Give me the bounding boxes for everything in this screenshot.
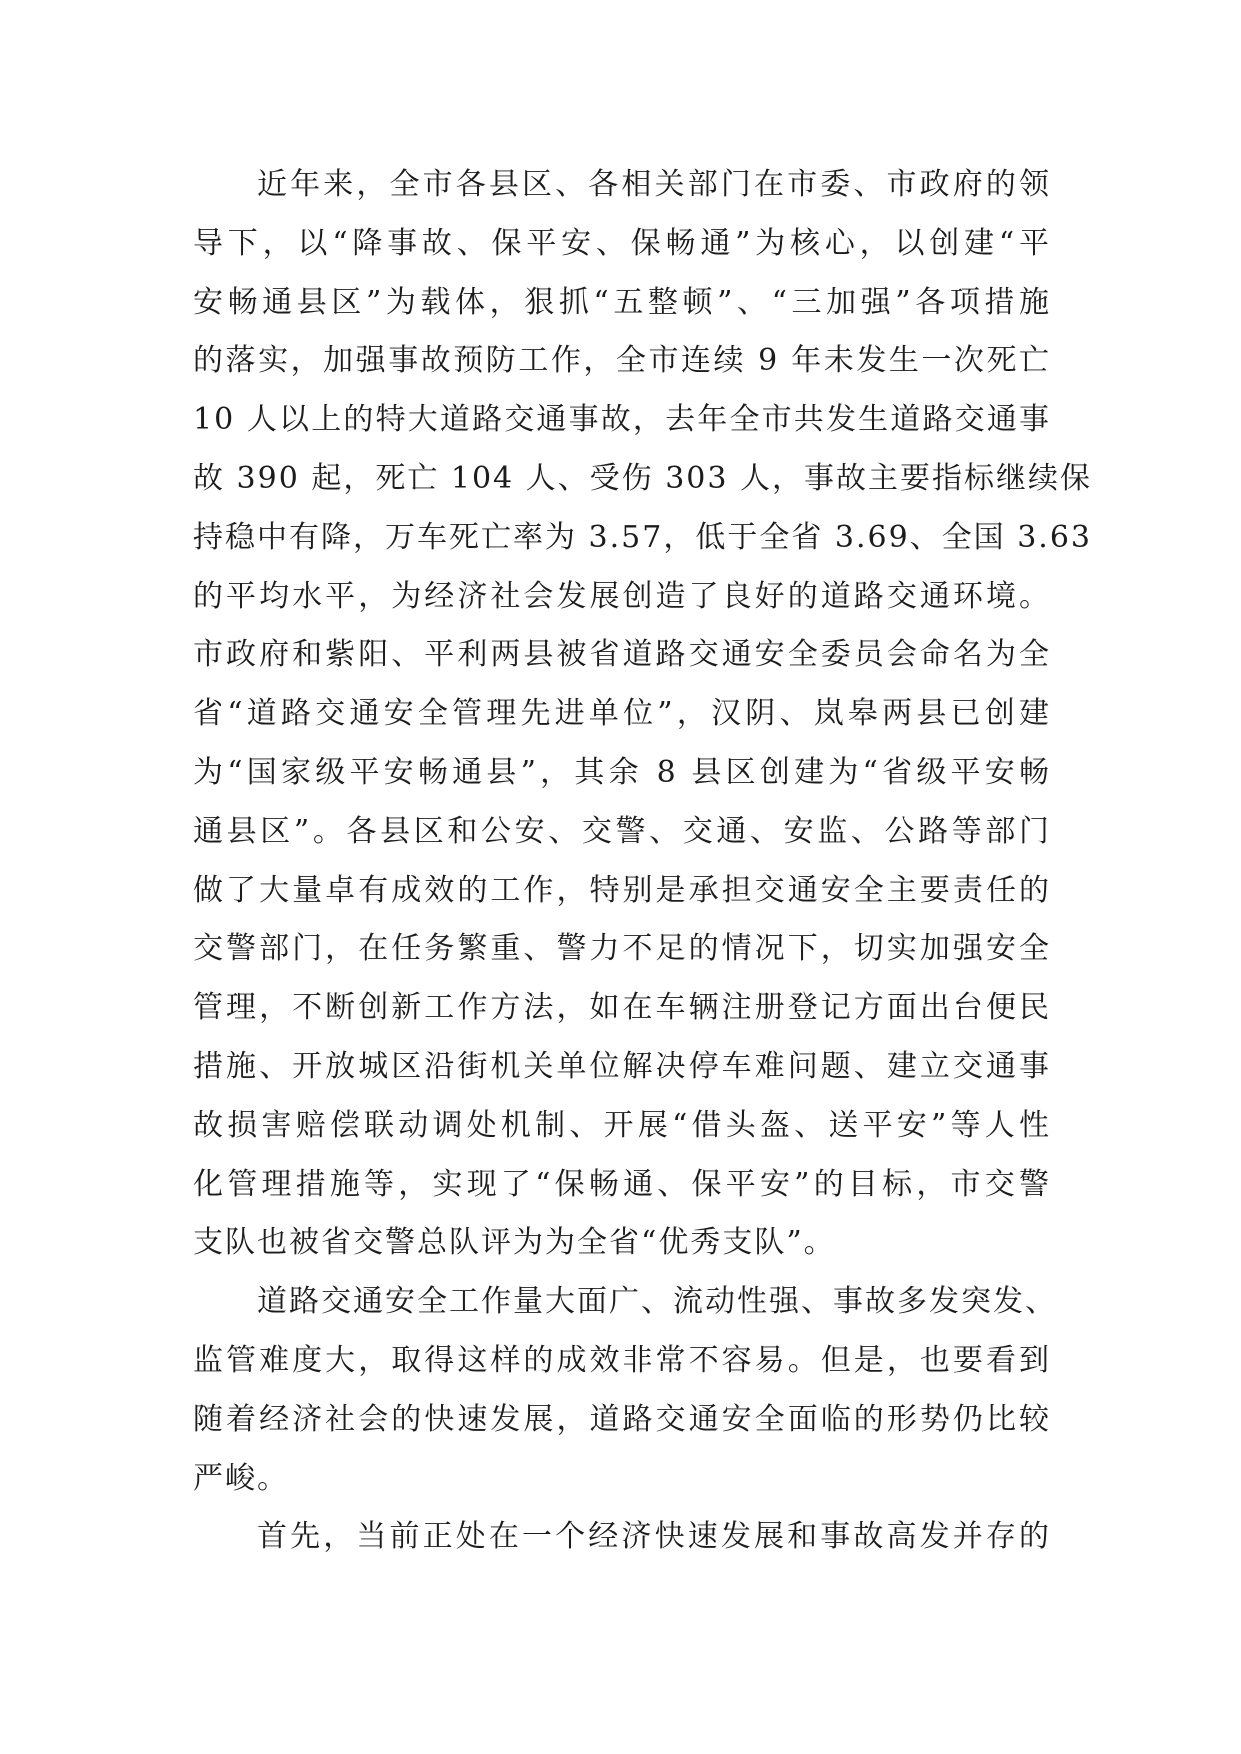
text-line: 措施、开放城区沿街机关单位解决停车难问题、建立交通事 [193,1048,1051,1084]
text-line: 省“道路交通安全管理先进单位”，汉阴、岚皋两县已创建 [193,696,1051,732]
document-body [193,156,1092,1567]
paragraph [193,156,1092,1273]
text-line: 为“国家级平安畅通县”，其余 8 县区创建为“省级平安畅 [193,754,1051,790]
text-line: 持稳中有降，万车死亡率为 3.57，低于全省 3.69、全国 3.63 [193,519,1092,555]
text-line: 近年来，全市各县区、各相关部门在市委、市政府的领 [257,167,1051,202]
text-line: 通县区”。各县区和公安、交警、交通、安监、公路等部门 [193,813,1051,849]
text-line: 10 人以上的特大道路交通事故，去年全市共发生道路交通事 [193,402,1051,438]
text-line: 的平均水平，为经济社会发展创造了良好的道路交通环境。 [193,578,1051,614]
paragraph [193,1273,1057,1508]
text-line: 管理，不断创新工作方法，如在车辆注册登记方面出台便民 [193,990,1051,1026]
text-line: 严峻。 [193,1460,289,1496]
text-line: 故 390 起，死亡 104 人、受伤 303 人，事故主要指标继续保 [193,460,1092,496]
text-line: 故损害赔偿联动调处机制、开展“借头盔、送平安”等人性 [193,1107,1051,1143]
text-line: 导下，以“降事故、保平安、保畅通”为核心，以创建“平 [193,225,1051,261]
text-line: 市政府和紫阳、平利两县被省道路交通安全委员会命名为全 [193,637,1051,673]
text-line: 监管难度大，取得这样的成效非常不容易。但是，也要看到 [193,1342,1051,1378]
text-line: 道路交通安全工作量大面广、流动性强、事故多发突发、 [257,1284,1057,1320]
text-line: 做了大量卓有成效的工作，特别是承担交通安全主要责任的 [193,872,1051,908]
text-line: 随着经济社会的快速发展，道路交通安全面临的形势仍比较 [193,1401,1051,1437]
text-line: 支队也被省交警总队评为为全省“优秀支队”。 [193,1225,836,1261]
text-line: 交警部门，在任务繁重、警力不足的情况下，切实加强安全 [193,931,1051,967]
text-line: 安畅通县区”为载体，狠抓“五整顿”、“三加强”各项措施 [193,284,1051,320]
text-line: 首先，当前正处在一个经济快速发展和事故高发并存的 [257,1519,1051,1555]
paragraph [193,1508,1051,1567]
text-line: 的落实，加强事故预防工作，全市连续 9 年未发生一次死亡 [193,343,1051,379]
text-line: 化管理措施等，实现了“保畅通、保平安”的目标，市交警 [193,1166,1051,1202]
